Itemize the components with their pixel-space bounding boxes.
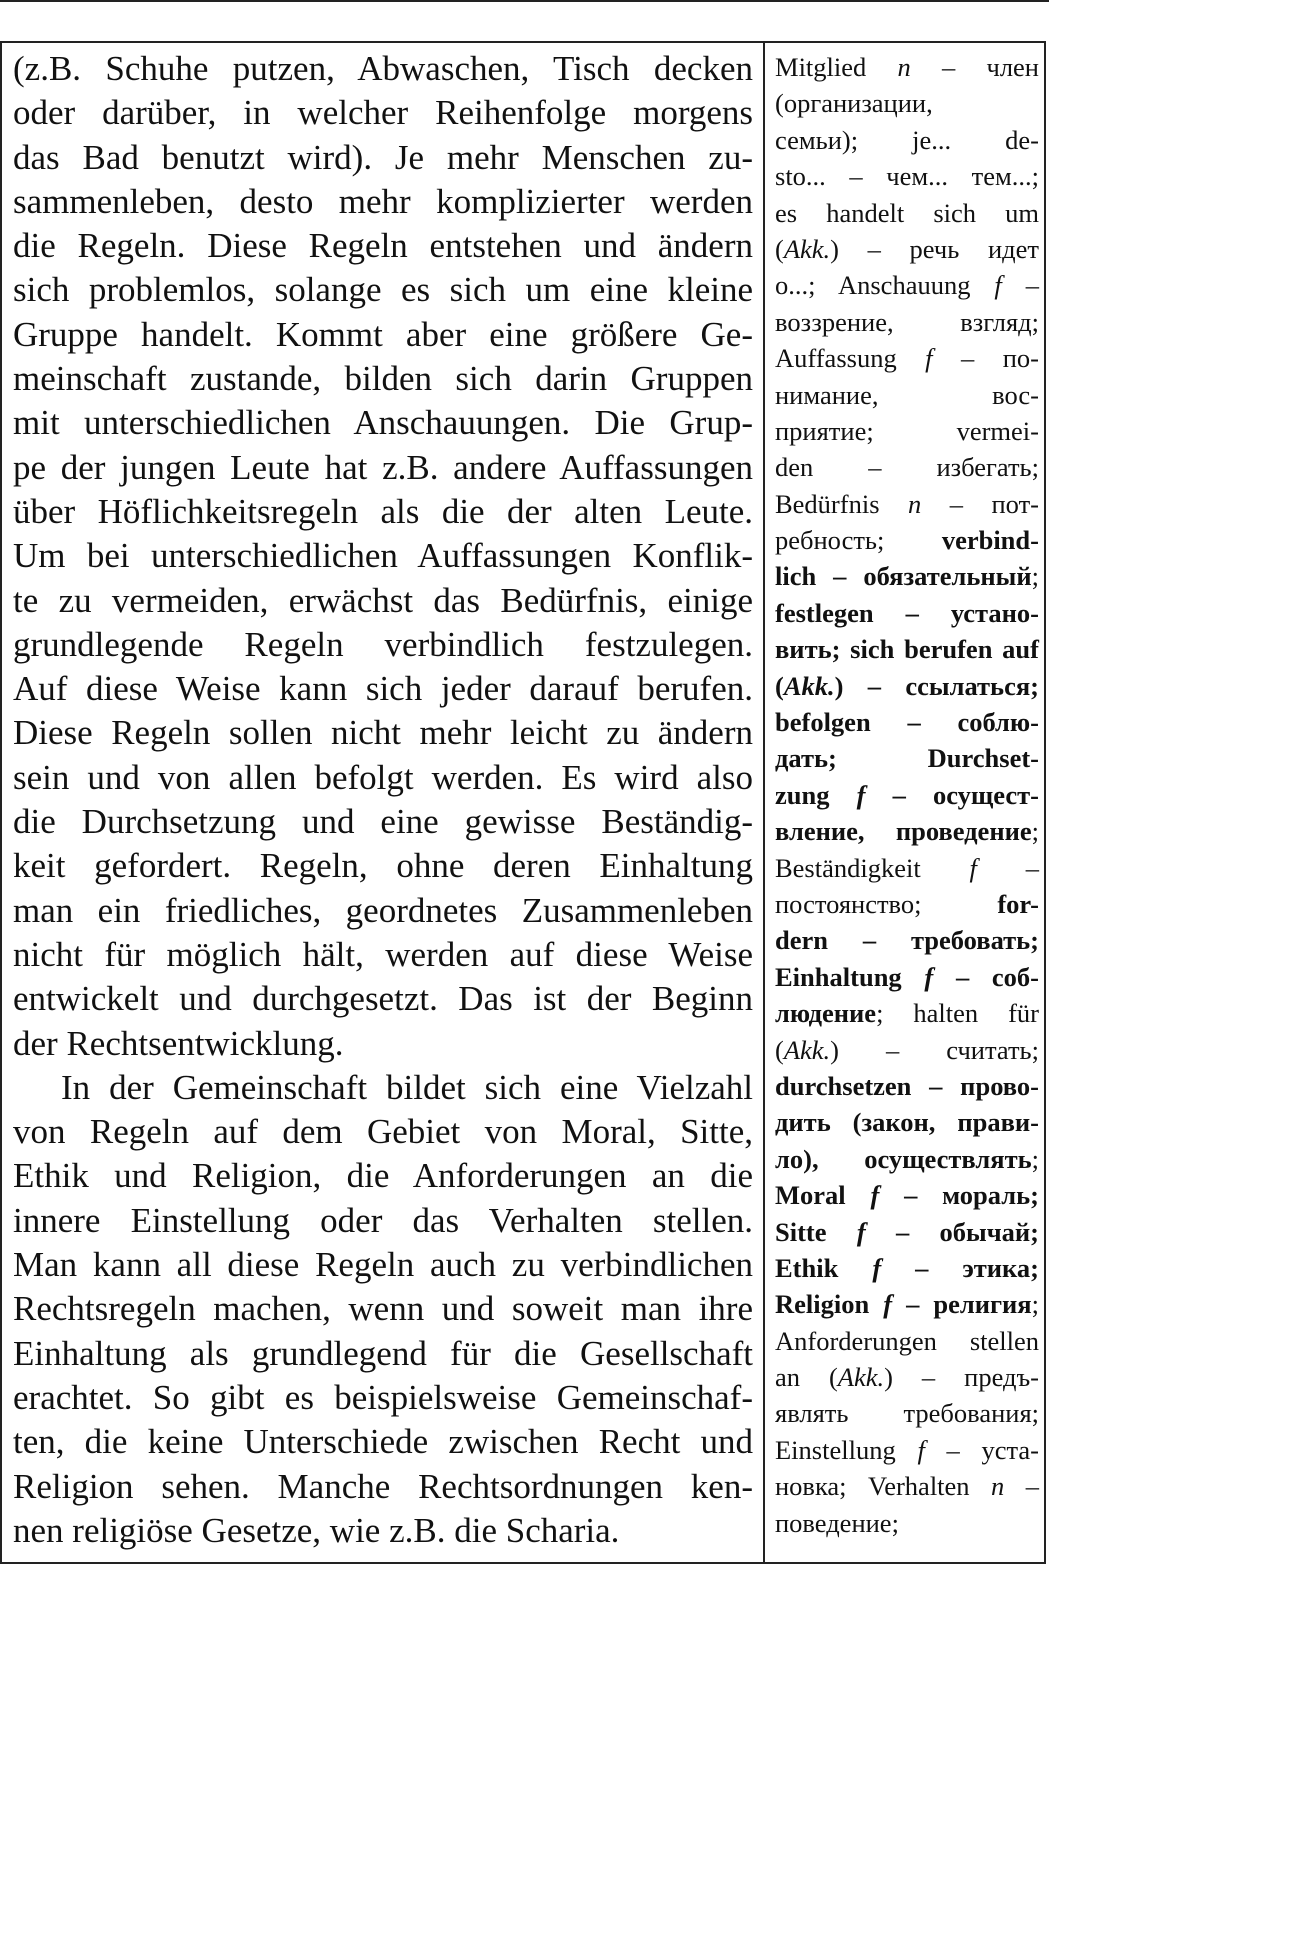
glossary-run: f <box>924 961 934 992</box>
text-line: In der Gemeinschaft bildet sich eine Vielzahl <box>61 1067 753 1107</box>
glossary-line <box>775 1250 1039 1286</box>
glossary-run: sto... – чем... тем...; <box>775 161 1039 192</box>
glossary-line <box>775 377 1039 413</box>
glossary-line <box>775 595 1039 631</box>
glossary-run: Religion <box>775 1289 884 1320</box>
glossary-run: n <box>991 1471 1005 1502</box>
glossary-run: – член <box>910 52 1039 82</box>
glossary-line <box>775 1177 1039 1213</box>
text-line: sein und von allen befolgt werden. Es wird also <box>13 757 753 797</box>
glossary-line <box>775 1104 1039 1140</box>
glossary-run: Akk. <box>783 1034 831 1065</box>
text-line: meinschaft zustande, bilden sich darin Gruppen <box>13 359 753 399</box>
glossary-line <box>775 486 1039 522</box>
text-line: erachtet. So gibt es beispielsweise Gemeinschaf- <box>13 1377 753 1417</box>
glossary-line <box>775 704 1039 740</box>
glossary-run: Einhaltung <box>775 961 925 992</box>
glossary-run: ; <box>1031 1143 1039 1174</box>
glossary-line <box>775 522 1039 558</box>
glossary-run: являть требования; <box>775 1398 1039 1429</box>
glossary-line <box>775 777 1039 813</box>
text-line: Man kann all diese Regeln auch zu verbindlichen <box>13 1245 753 1285</box>
glossary-run: – по- <box>932 343 1039 374</box>
text-line: mit unterschiedlichen Anschauungen. Die Grup- <box>13 403 753 443</box>
text-line: von Regeln auf dem Gebiet von Moral, Sitte, <box>13 1112 753 1152</box>
glossary-run: людение <box>775 998 877 1029</box>
glossary-run: – уста- <box>924 1434 1039 1465</box>
glossary-run: f <box>883 1289 893 1320</box>
glossary-line <box>775 449 1039 485</box>
text-line: te zu vermeiden, erwächst das Bedürfnis, einige <box>13 580 753 620</box>
glossary-run: – религия <box>892 1289 1032 1320</box>
glossary-run: ) – ссылаться; <box>834 670 1039 701</box>
text-line: entwickelt und durchgesetzt. Das ist der Beginn <box>13 979 753 1019</box>
glossary-run: новка; Verhalten <box>775 1471 992 1502</box>
text-line: (z.B. Schuhe putzen, Abwaschen, Tisch decken <box>13 49 753 88</box>
glossary-run: ) – речь идет <box>830 233 1039 264</box>
glossary-run: постоянство; <box>775 888 998 919</box>
glossary-run: Akk. <box>783 233 831 264</box>
glossary-run: ребность; <box>775 525 942 556</box>
text-line: Diese Regeln sollen nicht mehr leicht zu ändern <box>13 713 753 753</box>
glossary-line <box>775 740 1039 776</box>
glossary-run: – осущест- <box>865 779 1039 810</box>
glossary-run: – <box>1001 270 1040 301</box>
glossary-run: befolgen – соблю- <box>775 707 1039 738</box>
glossary-run: ( <box>775 233 784 264</box>
text-line: die Durchsetzung und eine gewisse Beständig- <box>13 802 753 842</box>
text-line: über Höflichkeitsregeln als die der alten Leute. <box>13 491 753 531</box>
text-line: pe der jungen Leute hat z.B. andere Auffassungen <box>13 447 753 487</box>
glossary-line <box>775 158 1039 194</box>
glossary-run: f <box>994 270 1002 301</box>
glossary-line <box>775 1068 1039 1104</box>
glossary-run: Sitte <box>775 1216 857 1247</box>
glossary-run: – обычай; <box>865 1216 1039 1247</box>
glossary-line <box>775 1432 1039 1468</box>
glossary-run: n <box>908 488 922 519</box>
glossary-line <box>775 1505 1039 1541</box>
text-line: oder darüber, in welcher Reihenfolge morgens <box>13 93 753 133</box>
text-line: grundlegende Regeln verbindlich festzulegen. <box>13 624 753 664</box>
text-line: Auf diese Weise kann sich jeder darauf berufen. <box>13 669 753 709</box>
glossary-line <box>775 195 1039 231</box>
glossary-line <box>775 922 1039 958</box>
text-line: nen religiöse Gesetze, wie z.B. die Scharia. <box>13 1510 620 1550</box>
glossary-line <box>775 304 1039 340</box>
glossary-line <box>775 886 1039 922</box>
glossary-run: f <box>917 1434 925 1465</box>
glossary-line <box>775 122 1039 158</box>
glossary-run: f <box>969 852 977 883</box>
glossary-column <box>775 49 1039 1541</box>
glossary-run: Anforderungen stellen <box>775 1325 1039 1356</box>
glossary-run: нимание, вос- <box>775 379 1039 410</box>
text-line: das Bad benutzt wird). Je mehr Menschen zu- <box>13 137 753 177</box>
glossary-line <box>775 813 1039 849</box>
glossary-line <box>775 959 1039 995</box>
glossary-run: приятие; vermei- <box>775 415 1039 446</box>
glossary-run: f <box>856 1216 866 1247</box>
glossary-run: ( <box>775 670 784 701</box>
text-line: nicht für möglich hält, werden auf diese Weise <box>13 934 753 974</box>
glossary-line <box>775 558 1039 594</box>
text-line: keit gefordert. Regeln, ohne deren Einhaltung <box>13 846 753 886</box>
text-line: die Regeln. Diese Regeln entstehen und ändern <box>13 226 753 266</box>
glossary-run: ) – считать; <box>830 1034 1039 1065</box>
glossary-run: an ( <box>775 1362 838 1393</box>
glossary-run: Akk. <box>837 1362 885 1393</box>
glossary-run: (организации, <box>775 88 933 119</box>
text-line: Rechtsregeln machen, wenn und soweit man ihre <box>13 1289 753 1329</box>
glossary-run: Einstellung <box>775 1434 918 1465</box>
glossary-run: f <box>856 779 866 810</box>
glossary-run: – мораль; <box>879 1180 1039 1211</box>
glossary-line <box>775 1468 1039 1504</box>
glossary-run: ) – предъ- <box>884 1362 1039 1393</box>
glossary-run: дать; Durchset- <box>775 743 1039 774</box>
glossary-run: for- <box>997 888 1039 919</box>
glossary-run: verbind- <box>941 525 1039 556</box>
text-line: sammenleben, desto mehr komplizierter werden <box>13 181 753 221</box>
glossary-run: – соб- <box>933 961 1039 992</box>
glossary-line <box>775 1286 1039 1322</box>
glossary-run: dern – требовать; <box>775 925 1039 956</box>
glossary-line <box>775 1032 1039 1068</box>
text-line: Ethik und Religion, die Anforderungen an die <box>13 1156 753 1196</box>
glossary-run: Akk. <box>783 670 835 701</box>
glossary-run: f <box>925 343 933 374</box>
glossary-line <box>775 1214 1039 1250</box>
glossary-line <box>775 1323 1039 1359</box>
text-line: Gruppe handelt. Kommt aber eine größere Ge- <box>13 314 753 354</box>
glossary-run: Mitglied <box>775 52 898 82</box>
glossary-run: es handelt sich um <box>775 197 1039 228</box>
glossary-line <box>775 995 1039 1031</box>
glossary-run: семьи); je... de- <box>775 124 1039 155</box>
glossary-line <box>775 413 1039 449</box>
glossary-run: o...; Anschauung <box>775 270 995 301</box>
glossary-run: Moral <box>775 1180 871 1211</box>
glossary-run: воззрение, взгляд; <box>775 306 1039 337</box>
glossary-run: f <box>872 1252 882 1283</box>
glossary-run: – пот- <box>921 488 1039 519</box>
glossary-line <box>775 340 1039 376</box>
glossary-run: ; <box>1031 561 1039 592</box>
glossary-run: – <box>976 852 1039 883</box>
glossary-run: поведение; <box>775 1507 899 1538</box>
glossary-line <box>775 631 1039 667</box>
text-line: der Rechtsentwicklung. <box>13 1023 344 1063</box>
glossary-line <box>775 850 1039 886</box>
glossary-run: ; <box>1031 1289 1039 1320</box>
glossary-line <box>775 1395 1039 1431</box>
text-line: sich problemlos, solange es sich um eine kleine <box>13 270 753 310</box>
glossary-line <box>775 668 1039 704</box>
glossary-run: Bedürfnis <box>775 488 909 519</box>
glossary-line <box>775 49 1039 85</box>
text-line: Einhaltung als grundlegend für die Gesellschaft <box>13 1333 753 1373</box>
glossary-run: Beständigkeit <box>775 852 970 883</box>
glossary-run: – <box>1004 1471 1040 1502</box>
text-line: innere Einstellung oder das Verhalten stellen. <box>13 1200 753 1240</box>
glossary-run: festlegen – устано- <box>775 597 1039 628</box>
glossary-line <box>775 1141 1039 1177</box>
glossary-line <box>775 85 1039 121</box>
glossary-run: ; <box>1031 816 1039 847</box>
glossary-run: n <box>897 52 911 82</box>
glossary-run: ло), осуществлять <box>775 1143 1032 1174</box>
main-text-column <box>13 47 753 1553</box>
glossary-run: zung <box>775 779 857 810</box>
glossary-line <box>775 1359 1039 1395</box>
text-line: Um bei unterschiedlichen Auffassungen Konflik- <box>13 536 753 576</box>
glossary-run: Ethik <box>775 1252 873 1283</box>
glossary-run: вить; sich berufen auf <box>775 634 1039 665</box>
glossary-run: ; halten für <box>876 998 1039 1029</box>
column-divider <box>763 41 765 1564</box>
text-line: Religion sehen. Manche Rechtsordnungen ken- <box>13 1466 753 1506</box>
glossary-run: f <box>870 1180 880 1211</box>
glossary-line <box>775 267 1039 303</box>
top-rule <box>0 0 1049 2</box>
glossary-run: durchsetzen – прово- <box>775 1070 1039 1101</box>
glossary-run: – этика; <box>881 1252 1039 1283</box>
glossary-run: den – избегать; <box>775 452 1039 483</box>
text-line: ten, die keine Unterschiede zwischen Recht und <box>13 1422 753 1462</box>
text-line: man ein friedliches, geordnetes Zusammenleben <box>13 890 753 930</box>
glossary-run: дить (закон, прави- <box>775 1107 1039 1138</box>
glossary-run: lich – обязательный <box>775 561 1032 592</box>
glossary-run: Auffassung <box>775 343 926 374</box>
glossary-run: вление, проведение <box>775 816 1032 847</box>
glossary-run: ( <box>775 1034 784 1065</box>
glossary-line <box>775 231 1039 267</box>
